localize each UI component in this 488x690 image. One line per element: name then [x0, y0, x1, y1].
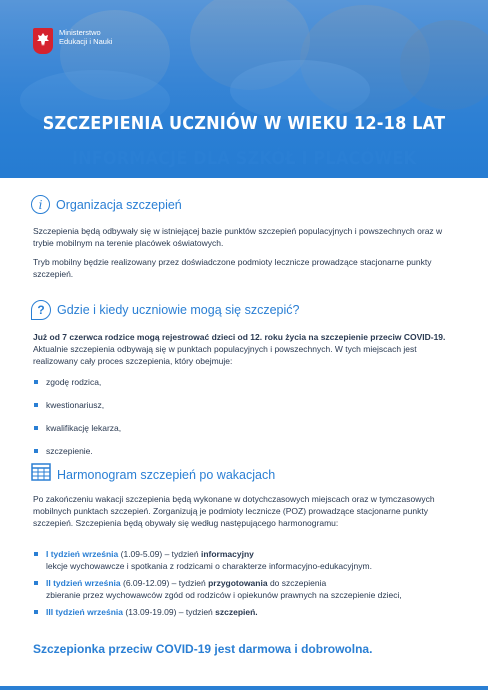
list-item: szczepienie.	[33, 445, 453, 468]
schedule-list	[33, 548, 473, 623]
section-heading-text: Harmonogram szczepień po wakacjach	[57, 467, 276, 482]
question-icon: ?	[31, 300, 51, 320]
footer-statement: Szczepionka przeciw COVID-19 jest darmowa i dobrowolna.	[33, 642, 373, 656]
list-item: zgodę rodzica,	[33, 376, 453, 399]
bottom-accent-bar	[0, 686, 488, 690]
list-item: kwestionariusz,	[33, 399, 453, 422]
section-harmonogram-heading	[31, 463, 275, 486]
ministry-name-line1: Ministerstwo	[59, 28, 101, 37]
list-item: kwalifikację lekarza,	[33, 422, 453, 445]
ministry-logo	[33, 28, 112, 54]
calendar-table-icon	[31, 463, 51, 486]
process-list	[33, 376, 453, 468]
page-subtitle: INFORMACJE DLA SZKÓŁ I PLACÓWEK	[71, 149, 417, 169]
section2-lead-bold: Już od 7 czerwca rodzice mogą rejestrować dzieci od 12. roku życia na szczepienie przeciw COVID-19.	[33, 332, 446, 342]
section1-paragraph1: Szczepienia będą odbywały się w istniejącej bazie punktów szczepień populacyjnych i powszechnych oraz w trybie mobilnym na terenie placówek oświatowych.	[33, 226, 443, 248]
section3-intro: Po zakończeniu wakacji szczepienia będą wykonane w dotychczasowych miejscach oraz w tymczasowych mobilnych punktach szczepień. Zorganizują je podmioty lecznicze (POZ) prowadzące stacjonarne punkty szczepień. Szczepienia będą obywały się według następującego harmonogramu:	[33, 494, 435, 528]
section-organizacja-heading	[31, 195, 182, 214]
section1-paragraph2: Tryb mobilny będzie realizowany przez doświadczone podmioty lecznicze prowadzące stacjonarne punkty szczepień.	[33, 257, 432, 279]
section-heading-text: Gdzie i kiedy uczniowie mogą się szczepić?	[57, 303, 300, 317]
section-heading-text: Organizacja szczepień	[56, 197, 182, 212]
schedule-item: III tydzień września (13.09-19.09) – tydzień szczepień.	[33, 606, 473, 618]
ministry-name-line2: Edukacji i Nauki	[59, 37, 113, 46]
page-title: SZCZEPIENIA UCZNIÓW W WIEKU 12-18 LAT	[42, 114, 446, 134]
schedule-item: II tydzień września (6.09-12.09) – tydzień przygotowania do szczepienia zbieranie przez wychowawców zgód od rodziców i opiekunów prawnych na szczepienie dzieci,	[33, 577, 473, 601]
section-gdzie-heading	[31, 300, 299, 320]
eagle-emblem-icon	[33, 28, 53, 54]
schedule-item: I tydzień września (1.09-5.09) – tydzień informacyjny lekcje wychowawcze i spotkania z rodzicami o charakterze informacyjno-edukacyjnym.	[33, 548, 473, 572]
info-icon: i	[31, 195, 50, 214]
section2-lead-rest: Aktualnie szczepienia odbywają się w punktach populacyjnych i powszechnych. W tych miejscach jest realizowany cały proces szczepienia, który obejmuje:	[33, 344, 417, 366]
section2-lead	[33, 331, 463, 367]
